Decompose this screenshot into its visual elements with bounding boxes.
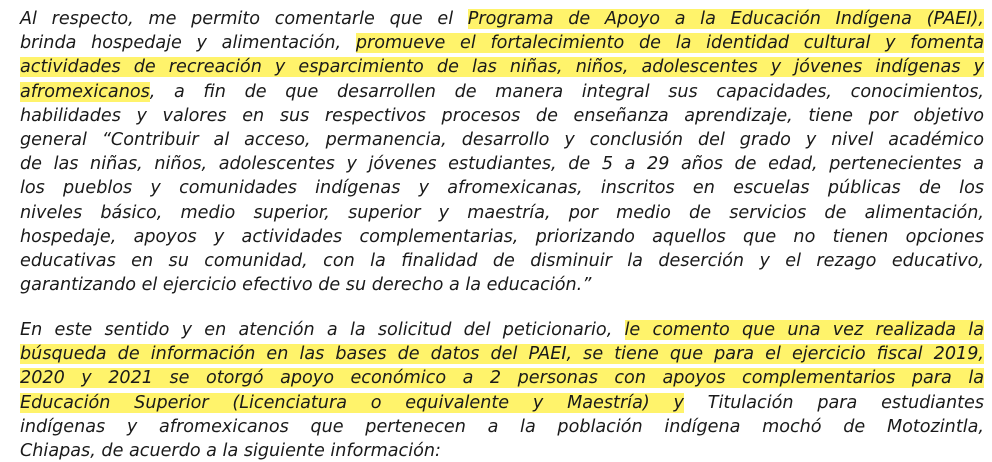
text-line bbox=[20, 202, 984, 224]
highlighted-text: 2020 y 2021 se otorgó apoyo económico a 2 personas con apoyos complementarios para la bbox=[20, 368, 984, 389]
highlighted-text: Programa de Apoyo a la Educación Indígena (PAEI), bbox=[467, 9, 984, 29]
text-line bbox=[20, 56, 984, 78]
text-segment: Al respecto, me permito comentarle que el bbox=[20, 9, 468, 29]
text-segment: educativas en su comunidad, con la finalidad de disminuir la deserción y el rezago educativo, bbox=[20, 251, 984, 271]
highlighted-text: búsqueda de información en las bases de datos del PAEI, se tiene que para el ejercicio fiscal 2019, bbox=[20, 344, 984, 365]
text-line bbox=[20, 367, 984, 389]
text-segment: habilidades y valores en sus respectivos procesos de enseñanza aprendizaje, tiene por objetivo bbox=[20, 105, 984, 126]
text-line bbox=[20, 105, 984, 127]
text-line bbox=[20, 81, 984, 103]
text-segment: brinda hospedaje y alimentación, bbox=[20, 33, 356, 54]
text-line bbox=[20, 177, 984, 199]
text-segment: Chiapas, de acuerdo a la siguiente información: bbox=[20, 441, 441, 461]
highlighted-text: le comento que una vez realizada la bbox=[624, 320, 984, 340]
highlighted-text: actividades de recreación y esparcimiento de las niñas, niños, adolescentes y jóvenes indígenas y bbox=[20, 57, 984, 78]
highlighted-text: promueve el fortalecimiento de la identidad cultural y fomenta bbox=[355, 33, 985, 54]
text-line bbox=[20, 32, 984, 54]
highlighted-text: afromexicanos bbox=[20, 81, 150, 102]
text-line bbox=[20, 440, 984, 462]
text-line bbox=[20, 274, 984, 296]
text-line bbox=[20, 250, 984, 272]
text-line bbox=[20, 153, 984, 175]
text-line bbox=[20, 129, 984, 151]
text-line bbox=[20, 392, 984, 414]
text-segment: , a fin de que desarrollen de manera integral sus capacidades, conocimientos, bbox=[149, 81, 984, 102]
text-segment: Titulación para estudiantes bbox=[683, 392, 984, 413]
text-segment: hospedaje, apoyos y actividades complementarias, priorizando aquellos que no tienen opciones bbox=[20, 226, 984, 247]
text-segment: niveles básico, medio superior, superior y maestría, por medio de servicios de alimentación, bbox=[20, 202, 984, 223]
text-line bbox=[20, 226, 984, 248]
highlighted-text: Educación Superior (Licenciatura o equivalente y Maestría) y bbox=[20, 392, 684, 413]
text-line bbox=[20, 8, 984, 30]
text-segment: En este sentido y en atención a la solicitud del peticionario, bbox=[20, 320, 625, 340]
text-segment: garantizando el ejercicio efectivo de su derecho a la educación.” bbox=[20, 275, 592, 296]
text-segment: de las niñas, niños, adolescentes y jóvenes estudiantes, de 5 a 29 años de edad, pertenecientes a bbox=[20, 154, 984, 175]
text-line bbox=[20, 343, 984, 365]
text-segment: indígenas y afromexicanos que pertenecen a la población indígena mochó de Motozintla, bbox=[20, 416, 984, 437]
text-line bbox=[20, 416, 984, 438]
text-line bbox=[20, 319, 984, 341]
text-segment: los pueblos y comunidades indígenas y afromexicanas, inscritos en escuelas públicas de los bbox=[20, 178, 984, 199]
text-segment: general “Contribuir al acceso, permanencia, desarrollo y conclusión del grado y nivel académico bbox=[20, 130, 984, 150]
